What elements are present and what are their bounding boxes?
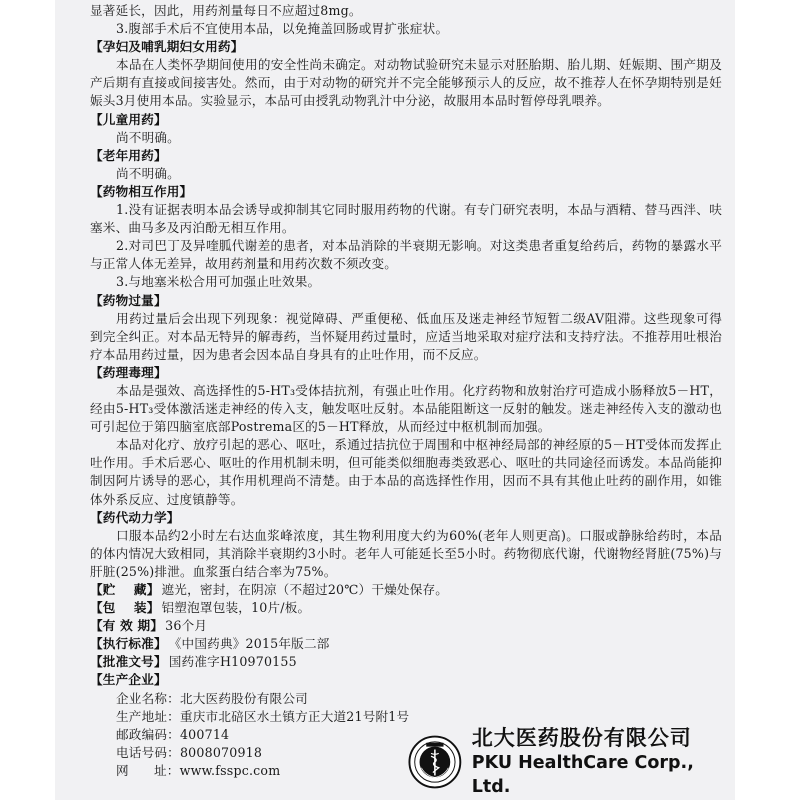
caduceus-seal-icon: [408, 734, 462, 790]
field-label: 邮政编码：: [116, 726, 180, 742]
section-heading-pharmacokinetics: 【药代动力学】: [90, 509, 180, 525]
field-value: 8008070918: [179, 744, 263, 760]
section-heading-manufacturer: 【生产企业】: [90, 672, 167, 688]
brand-name-english: PKU HealthCare Corp., Ltd.: [471, 753, 694, 797]
meta-packaging: [90, 599, 722, 617]
meta-value: 36个月: [165, 618, 208, 634]
meta-label: 【贮 藏】: [90, 582, 160, 597]
pharmacology-paragraph: 本品是强效、高选择性的5-HT₃受体拮抗剂，有强止吐作用。化疗药物和放射治疗可造成小肠释放5－HT，经由5-HT₃受体激活迷走神经的传入支，触发呕吐反射。本品能阻断这一反射的触发。迷走神经传入支的激动也可引起位于第四脑室底部Postrema区的5－HT释放，从而经过中枢机制而加强。: [90, 382, 722, 435]
meta-label: 【包 装】: [90, 600, 160, 616]
section-heading-children: 【儿童用药】: [90, 111, 167, 127]
field-label: 生产地址：: [116, 708, 180, 724]
section-text-children: 尚不明确。: [116, 129, 180, 145]
field-label: 网 址：: [116, 762, 180, 778]
brand-name-chinese: 北大医药股份有限公司: [471, 725, 692, 750]
manufacturer-row-address: [116, 708, 722, 726]
interaction-item: 1.没有证据表明本品会诱导或抑制其它同时服用药物的代谢。有专门研究表明，本品与酒精、替马西泮、呋塞米、曲马多及丙泊酚无相互作用。: [90, 202, 722, 236]
meta-shelf-life: [90, 617, 722, 635]
brand-text: [472, 725, 728, 799]
field-value: www.fsspc.com: [179, 762, 281, 778]
section-heading-overdose: 【药物过量】: [90, 292, 167, 308]
meta-label: 【执行标准】: [90, 636, 167, 652]
continuation-line: 3.腹部手术后不宜使用本品，以免掩盖回肠或胃扩张症状。: [116, 21, 449, 37]
meta-value: 遮光，密封，在阴凉（不超过20℃）干燥处保存。: [161, 582, 449, 597]
field-value: 重庆市北碚区水土镇方正大道21号附1号: [179, 708, 410, 724]
section-text-pregnancy: 本品在人类怀孕期间使用的安全性尚未确定。对动物试验研究未显示对胚胎期、胎儿期、妊娠期、围产期及产后期有直接或间接害处。然而，由于对动物的研究并不完全能够预示人的反应，故不推荐人在怀孕期特别是妊娠头3月使用本品。实验显示，本品可由授乳动物乳汁中分泌，故服用本品时暂停母乳喂养。: [90, 57, 722, 109]
meta-approval-number: [90, 653, 722, 671]
section-heading-interactions: 【药物相互作用】: [90, 183, 193, 199]
meta-value: 国药准字H10970155: [168, 654, 297, 670]
section-text-overdose: 用药过量后会出现下列现象：视觉障碍、严重便秘、低血压及迷走神经节短暂二级AV阻滞。这些现象可得到完全纠正。对本品无特异的解毒药，当怀疑用药过量时，应适当地采取对症疗法和支持疗法。不推荐用吐根治疗本品用药过量，因为患者会因本品自身具有的止吐作用，而不反应。: [90, 310, 722, 362]
field-value: 北大医药股份有限公司: [179, 690, 308, 706]
meta-storage: [90, 581, 722, 599]
meta-label: 【批准文号】: [90, 654, 167, 670]
field-label: 电话号码：: [116, 744, 180, 760]
section-text-elderly: 尚不明确。: [116, 165, 180, 181]
meta-label: 【有 效 期】: [90, 618, 164, 634]
field-value: 400714: [179, 726, 230, 742]
section-heading-pharmacology: 【药理毒理】: [90, 364, 167, 380]
section-text-pharmacokinetics: 口服本品约2小时左右达血浆峰浓度，其生物利用度大约为60%(老年人则更高)。口服或静脉给药时，本品的体内情况大致相同，其消除半衰期约3小时。老年人可能延长至5小时。药物彻底代谢，代谢物经肾脏(75%)与肝脏(25%)排泄。血浆蛋白结合率为75%。: [90, 527, 722, 579]
interaction-item: 3.与地塞米松合用可加强止吐效果。: [116, 274, 321, 290]
meta-value: 铝塑泡罩包装，10片/板。: [161, 600, 311, 616]
interaction-item: 2.对司巴丁及异喹胍代谢差的患者，对本品消除的半衰期无影响。对这类患者重复给药后，药物的暴露水平与正常人体无差异，故用药剂量和用药次数不须改变。: [90, 238, 722, 272]
field-label: 企业名称：: [116, 690, 180, 706]
meta-standard: [90, 635, 722, 653]
pharmacology-paragraph: 本品对化疗、放疗引起的恶心、呕吐，系通过拮抗位于周围和中枢神经局部的神经原的5－HT受体而发挥止吐作用。手术后恶心、呕吐的作用机制未明，但可能类似细胞毒类致恶心、呕吐的共同途径而诱发。本品尚能抑制因阿片诱导的恶心，其作用机理尚不清楚。由于本品的高选择性作用，因而不具有其他止吐药的副作用，如锥体外系反应、过度镇静等。: [90, 437, 722, 507]
section-heading-elderly: 【老年用药】: [90, 147, 167, 163]
meta-value: 《中国药典》2015年版二部: [168, 636, 330, 652]
section-heading-pregnancy: 【孕妇及哺乳期妇女用药】: [90, 39, 244, 55]
manufacturer-row-name: [116, 690, 722, 708]
company-branding: [408, 725, 728, 797]
package-insert-body: [90, 2, 722, 780]
continuation-line: 显著延长，因此，用药剂量每日不应超过8mg。: [90, 3, 362, 18]
